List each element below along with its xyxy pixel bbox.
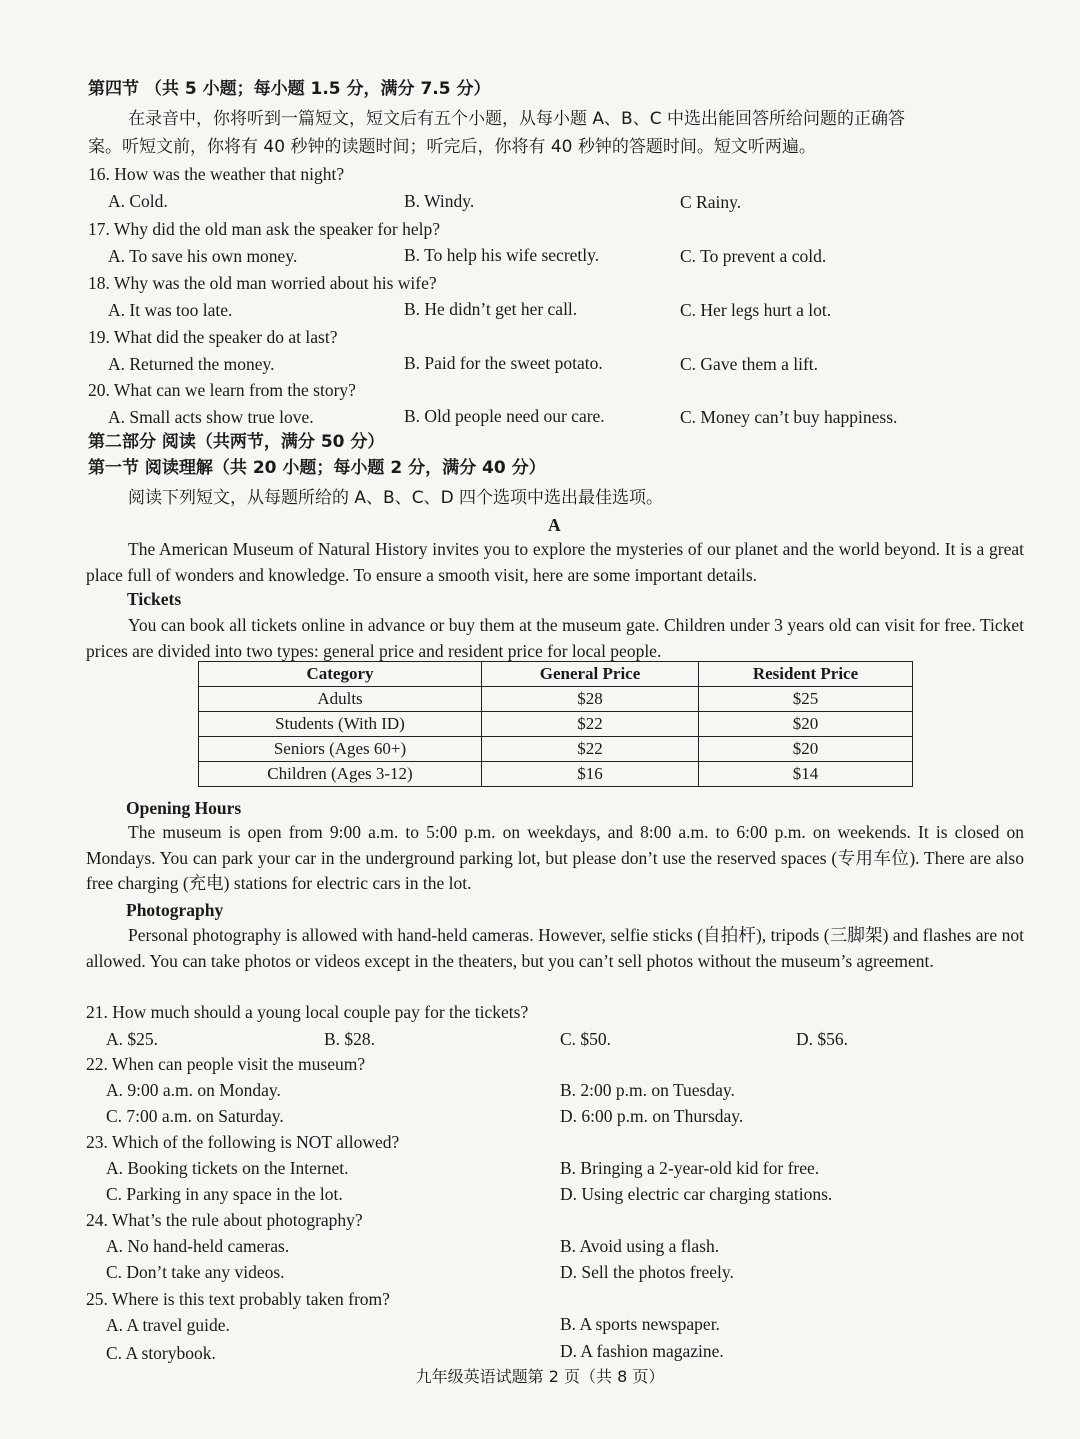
hours-paragraph [86, 820, 1024, 897]
question-17: 17. Why did the old man ask the speaker for help? [88, 219, 441, 239]
q22-option-c: C. 7:00 a.m. on Saturday. [106, 1106, 284, 1126]
q21-option-d: D. $56. [796, 1029, 849, 1049]
section4-heading: 第四节 （共 5 小题；每小题 1.5 分，满分 7.5 分） [88, 79, 491, 99]
part2-instruction: 阅读下列短文，从每题所给的 A、B、C、D 四个选项中选出最佳选项。 [128, 488, 664, 508]
hours-text: The museum is open from 9:00 a.m. to 5:00 p.m. on weekdays, and 8:00 a.m. to 6:00 p.m. on weekends. It is closed on Mondays. You can park your car in the underground parking lot, but please don’t use the reserved spaces (专用车位). There are also free charging (充电) stations for electric cars in the lot. [86, 822, 1024, 893]
question-23: 23. Which of the following is NOT allowed? [86, 1132, 400, 1152]
photography-text: Personal photography is allowed with hand-held cameras. However, selfie sticks (自拍杆), tripods (三脚架) and flashes are not allowed. You can take photos or videos except in the theaters, but you can’t sell photos without the museum’s agreement. [86, 925, 1024, 971]
table-cell: Children (Ages 3-12) [199, 762, 482, 787]
table-cell: Seniors (Ages 60+) [199, 737, 482, 762]
q23-option-d: D. Using electric car charging stations. [560, 1184, 833, 1204]
table-cell: $28 [482, 687, 699, 712]
q17-option-c: C. To prevent a cold. [680, 246, 827, 266]
ticket-price-table [198, 661, 913, 787]
q22-option-d: D. 6:00 p.m. on Thursday. [560, 1106, 744, 1126]
q21-option-a: A. $25. [106, 1029, 159, 1049]
q24-option-b: B. Avoid using a flash. [560, 1236, 720, 1256]
header-resident-price: Resident Price [699, 662, 913, 687]
question-16: 16. How was the weather that night? [88, 164, 345, 184]
q23-option-c: C. Parking in any space in the lot. [106, 1184, 343, 1204]
photography-paragraph [86, 923, 1024, 974]
table-cell: $25 [699, 687, 913, 712]
table-row [199, 712, 913, 737]
tickets-text: You can book all tickets online in advance or buy them at the museum gate. Children under 3 years old can visit for free. Ticket prices are divided into two types: general price and resident price for local people. [86, 615, 1024, 661]
q19-option-c: C. Gave them a lift. [680, 354, 819, 374]
table-cell: $22 [482, 712, 699, 737]
q21-option-b: B. $28. [324, 1029, 376, 1049]
table-cell: $16 [482, 762, 699, 787]
table-cell: Adults [199, 687, 482, 712]
q20-option-a: A. Small acts show true love. [108, 407, 314, 427]
passage-intro [86, 537, 1024, 588]
header-general-price: General Price [482, 662, 699, 687]
q24-option-c: C. Don’t take any videos. [106, 1262, 285, 1282]
q18-option-b: B. He didn’t get her call. [404, 299, 578, 319]
tickets-paragraph [86, 613, 1024, 664]
table-cell: $20 [699, 737, 913, 762]
table-row [199, 737, 913, 762]
part2-heading: 第二部分 阅读（共两节，满分 50 分） [88, 432, 385, 452]
photography-heading: Photography [126, 900, 224, 920]
question-22: 22. When can people visit the museum? [86, 1054, 366, 1074]
q25-option-d: D. A fashion magazine. [560, 1341, 724, 1361]
passage-label: A [548, 515, 561, 535]
table-cell: $22 [482, 737, 699, 762]
question-19: 19. What did the speaker do at last? [88, 327, 338, 347]
q16-option-a: A. Cold. [108, 191, 168, 211]
q22-option-b: B. 2:00 p.m. on Tuesday. [560, 1080, 735, 1100]
passage-intro-text: The American Museum of Natural History invites you to explore the mysteries of our planet and the world beyond. It is a great place full of wonders and knowledge. To ensure a smooth visit, here are some important details. [86, 539, 1024, 585]
table-cell: $14 [699, 762, 913, 787]
page-footer: 九年级英语试题第 2 页（共 8 页） [415, 1367, 665, 1386]
question-25: 25. Where is this text probably taken from? [86, 1289, 390, 1309]
q22-option-a: A. 9:00 a.m. on Monday. [106, 1080, 281, 1100]
q18-option-a: A. It was too late. [108, 300, 233, 320]
table-row [199, 762, 913, 787]
question-20: 20. What can we learn from the story? [88, 380, 356, 400]
q17-option-a: A. To save his own money. [108, 246, 298, 266]
q18-option-c: C. Her legs hurt a lot. [680, 300, 832, 320]
q16-option-c: C Rainy. [680, 192, 742, 212]
table-header-row [199, 662, 913, 687]
q19-option-b: B. Paid for the sweet potato. [404, 353, 603, 373]
q23-option-a: A. Booking tickets on the Internet. [106, 1158, 349, 1178]
section4-instruction-line1: 在录音中，你将听到一篇短文，短文后有五个小题，从每小题 A、B、C 中选出能回答所给问题的正确答 [128, 109, 905, 129]
q17-option-b: B. To help his wife secretly. [404, 245, 600, 265]
q24-option-a: A. No hand-held cameras. [106, 1236, 290, 1256]
q25-option-c: C. A storybook. [106, 1343, 216, 1363]
q19-option-a: A. Returned the money. [108, 354, 275, 374]
q23-option-b: B. Bringing a 2-year-old kid for free. [560, 1158, 820, 1178]
header-category: Category [199, 662, 482, 687]
q25-option-a: A. A travel guide. [106, 1315, 230, 1335]
part2-section1-heading: 第一节 阅读理解（共 20 小题；每小题 2 分，满分 40 分） [88, 458, 546, 478]
table-row [199, 687, 913, 712]
q25-option-b: B. A sports newspaper. [560, 1314, 720, 1334]
hours-heading: Opening Hours [126, 798, 242, 818]
question-18: 18. Why was the old man worried about his wife? [88, 273, 437, 293]
table-cell: Students (With ID) [199, 712, 482, 737]
q16-option-b: B. Windy. [404, 191, 475, 211]
q20-option-b: B. Old people need our care. [404, 406, 605, 426]
q21-option-c: C. $50. [560, 1029, 612, 1049]
question-21: 21. How much should a young local couple pay for the tickets? [86, 1002, 529, 1022]
q20-option-c: C. Money can’t buy happiness. [680, 407, 898, 427]
tickets-heading: Tickets [127, 589, 182, 609]
q24-option-d: D. Sell the photos freely. [560, 1262, 734, 1282]
question-24: 24. What’s the rule about photography? [86, 1210, 363, 1230]
section4-instruction-line2: 案。听短文前，你将有 40 秒钟的读题时间；听完后，你将有 40 秒钟的答题时间。短文听两遍。 [88, 137, 816, 157]
table-cell: $20 [699, 712, 913, 737]
